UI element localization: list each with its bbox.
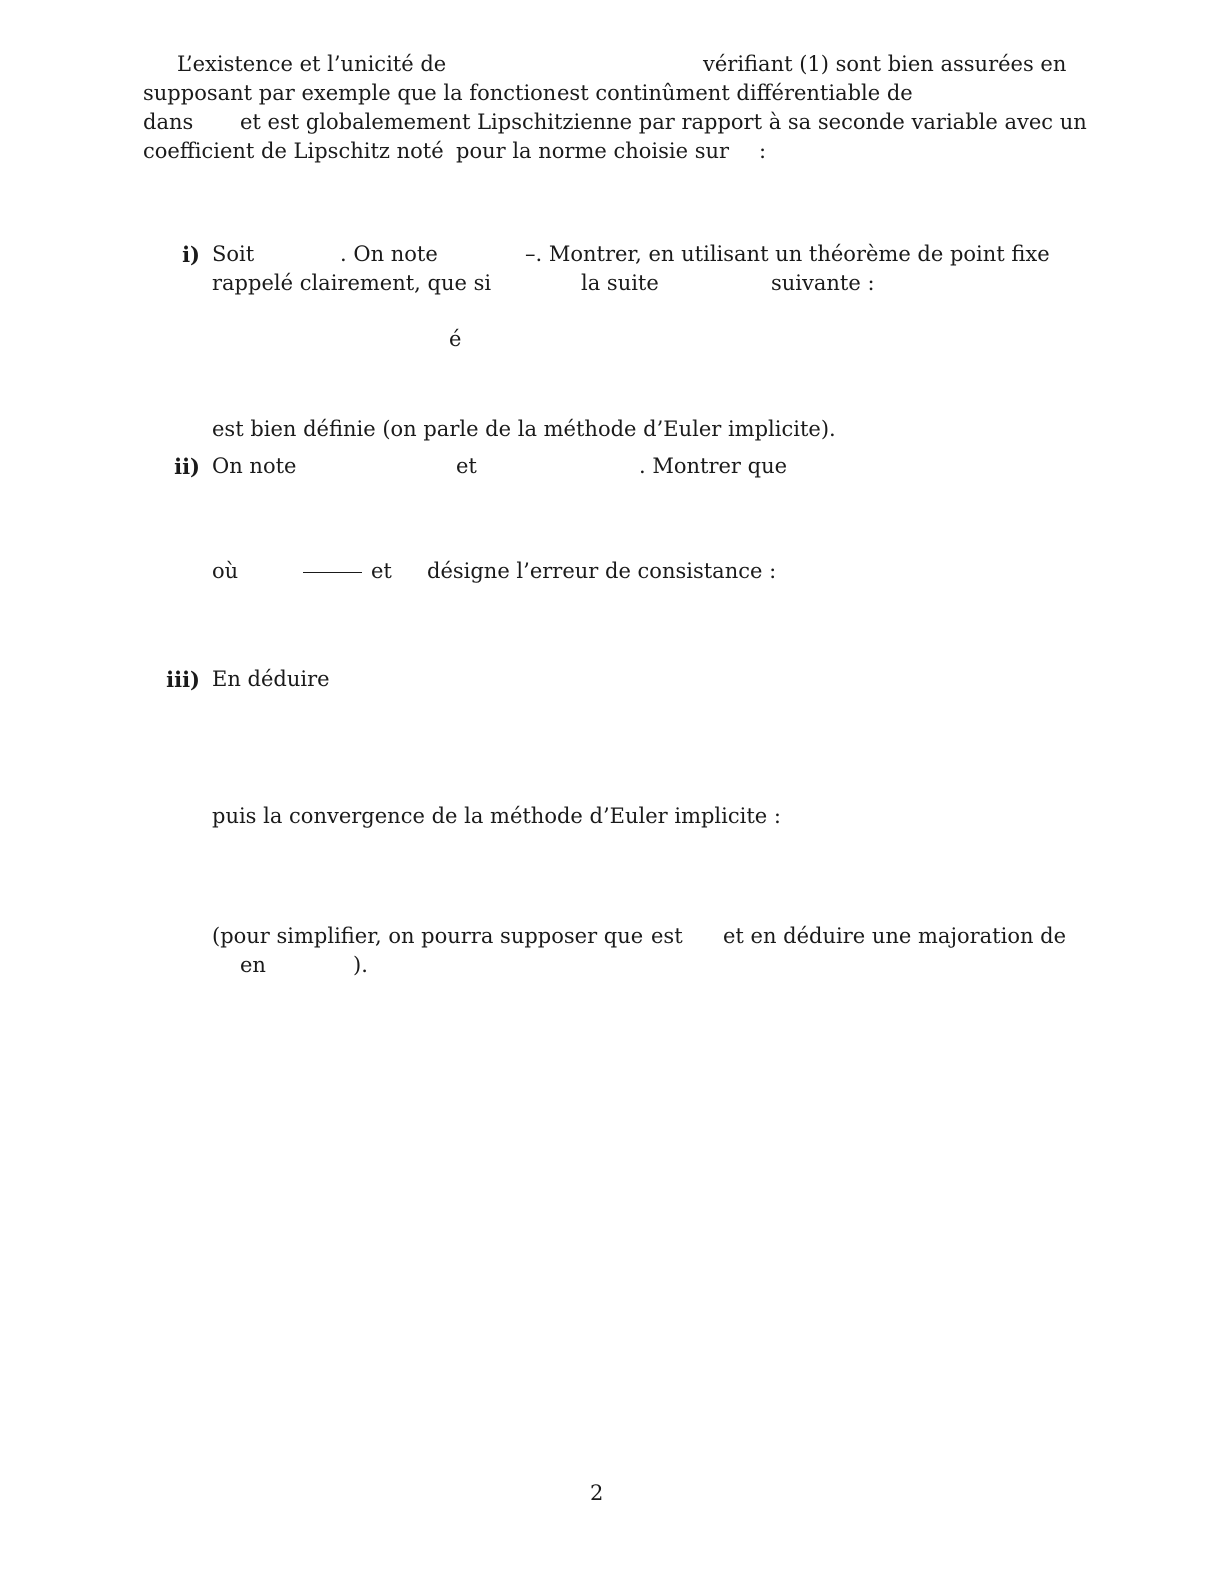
question-label-iii: iii) [166,667,200,692]
page-number: 2 [590,1481,604,1505]
q3-line3-a: (pour simplifier, on pourra supposer que [212,924,644,948]
q3-line1: En déduire [212,667,330,691]
q2-line1-c: . Montrer que [639,454,788,478]
q1-line1-c: –. Montrer, en utilisant un théorème de point fixe [525,242,1050,266]
intro-line1-end: vérifiant (1) sont bien assurées en [703,52,1067,76]
q1-line2-a: rappelé clairement, que si [212,271,492,295]
q2-line2-c: désigne l’erreur de consistance : [427,559,777,583]
intro-line3-start: dans [143,110,194,134]
q1-line1-a: Soit [212,242,255,266]
q3-line4-a: en [240,953,266,977]
q2-line2-a: où [212,559,239,583]
q2-line1-a: On note [212,454,297,478]
intro-line2-end: est continûment différentiable de [557,81,913,105]
intro-line4-colon: : [759,139,767,163]
q3-line2: puis la convergence de la méthode d’Euler implicite : [212,804,781,828]
intro-line2-start: supposant par exemple que la fonction [143,81,557,105]
q3-line3-b: est [651,924,683,948]
q1-line2-b: la suite [581,271,659,295]
q1-end: est bien définie (on parle de la méthode d’Euler implicite). [212,417,836,441]
q2-line2-b: et [371,559,392,583]
q1-line1-b: . On note [340,242,438,266]
q3-line4-b: ). [353,953,368,977]
intro-line4-start: coefficient de Lipschitz noté [143,139,444,163]
q2-line1-b: et [456,454,477,478]
q1-line2-c: suivante : [771,271,875,295]
question-label-i: i) [182,242,200,267]
intro-line1-start: L’existence et l’unicité de [177,52,447,76]
intro-line3-end: et est globalemement Lipschitzienne par rapport à sa seconde variable avec un [240,110,1087,134]
q1-equation-accent: é [449,327,462,351]
fraction-bar [303,572,362,573]
intro-line4-mid: pour la norme choisie sur [456,139,730,163]
q3-line3-c: et en déduire une majoration de [723,924,1067,948]
question-label-ii: ii) [174,454,200,479]
